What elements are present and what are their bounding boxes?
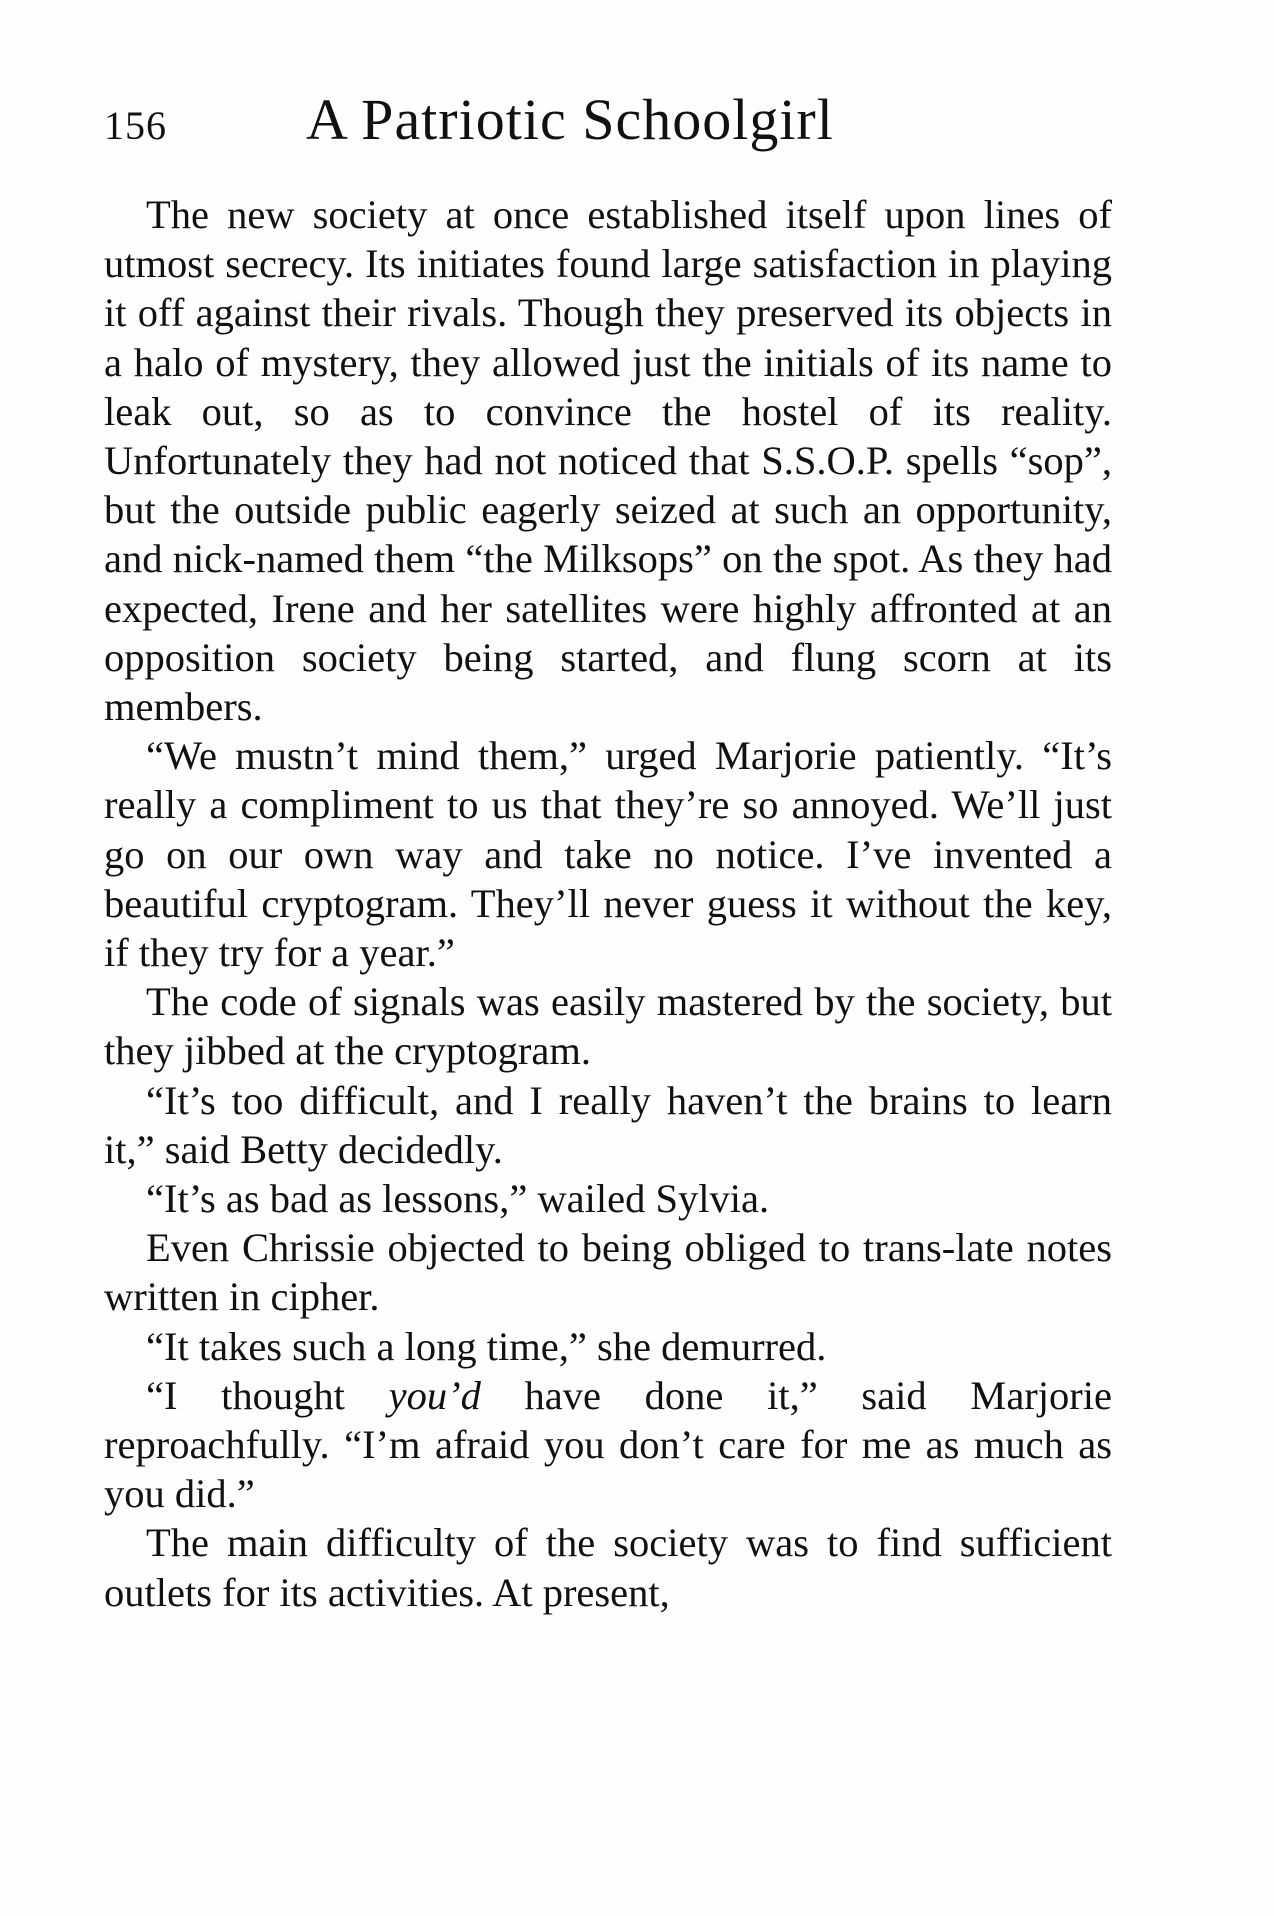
paragraph: “It takes such a long time,” she demurred.: [146, 1323, 827, 1369]
paragraph: “It’s too difficult, and I really haven’t the brains to learn it,” said Betty decidedly.: [104, 1077, 1112, 1172]
paragraph: “We mustn’t mind them,” urged Marjorie patiently. “It’s really a compliment to us that they’re so annoyed. We’ll just go on our own way and take no notice. I’ve invented a beautiful cryptogram. They’ll never guess it without the key, if they try for a year.”: [104, 733, 1112, 976]
body-text: [104, 190, 1112, 1617]
page-header: [104, 86, 1124, 166]
paragraph-text-after: have done it,” said Marjorie reproachfully. “I’m afraid you don’t care for me as much as you did.”: [104, 1372, 1113, 1517]
paragraph: The new society at once established itself upon lines of utmost secrecy. Its initiates found large satisfaction in playing it off against their rivals. Though they preserved its objects in a halo of mystery, they allowed just the initials of its name to leak out, so as to convince the hostel of its reality. Unfortunately they had not noticed that S.S.O.P. spells “sop”, but the outside public eagerly seized at such an opportunity, and nick-named them “the Milksops” on the spot. As they had expected, Irene and her satellites were highly affronted at an opposition society being started, and flung scorn at its members.: [104, 192, 1112, 730]
paragraph-with-emphasis: [104, 1371, 1112, 1519]
paragraph-text-before: “I thought: [146, 1372, 389, 1418]
paragraph: The code of signals was easily mastered by the society, but they jibbed at the cryptogram.: [104, 979, 1112, 1074]
page-number: 156: [104, 103, 167, 148]
emphasized-word: you’d: [388, 1372, 481, 1418]
paragraph: “It’s as bad as lessons,” wailed Sylvia.: [146, 1176, 770, 1222]
running-title: A Patriotic Schoolgirl: [306, 87, 834, 152]
paragraph: The main difficulty of the society was to find sufficient outlets for its activities. At present,: [104, 1520, 1112, 1615]
paragraph: Even Chrissie objected to being obliged to trans-late notes written in cipher.: [104, 1225, 1112, 1320]
